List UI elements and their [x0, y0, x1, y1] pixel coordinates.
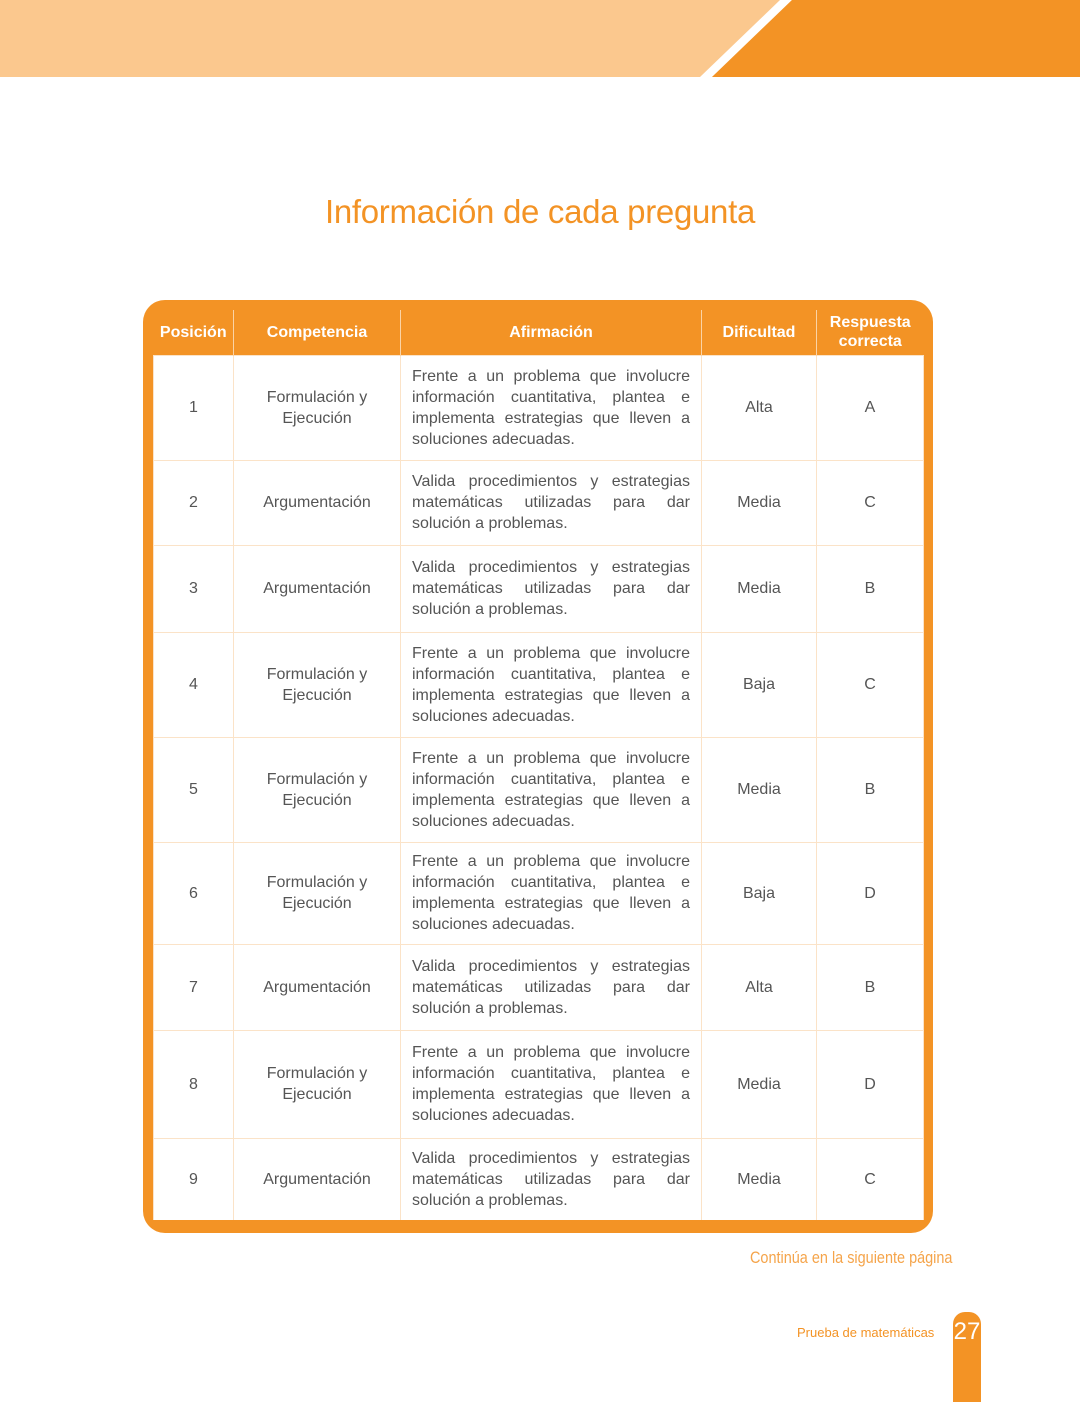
competencia-cell: Formulación y Ejecución — [234, 737, 401, 842]
afirmacion-cell: Frente a un problema que involucre información cuantitativa, plantea e implementa estrategias que lleven a soluciones adecuadas. — [401, 1030, 702, 1138]
respuesta-cell: C — [817, 460, 924, 545]
competencia-cell: Argumentación — [234, 545, 401, 632]
dificultad-cell: Baja — [702, 632, 817, 737]
position-cell: 8 — [154, 1030, 234, 1138]
position-cell: 1 — [154, 355, 234, 460]
afirmacion-cell: Valida procedimientos y estrategias matemáticas utilizadas para dar solución a problemas. — [401, 944, 702, 1030]
continue-note: Continúa en la siguiente página — [750, 1248, 953, 1267]
competencia-cell: Argumentación — [234, 944, 401, 1030]
dificultad-cell: Alta — [702, 355, 817, 460]
competencia-cell: Formulación y Ejecución — [234, 842, 401, 944]
competencia-cell: Formulación y Ejecución — [234, 1030, 401, 1138]
competencia-cell: Formulación y Ejecución — [234, 632, 401, 737]
dificultad-cell: Media — [702, 737, 817, 842]
page-title: Información de cada pregunta — [324, 193, 756, 230]
question-info-table — [143, 300, 933, 1233]
table-row — [154, 1138, 924, 1220]
afirmacion-cell: Frente a un problema que involucre información cuantitativa, plantea e implementa estrategias que lleven a soluciones adecuadas. — [401, 632, 702, 737]
afirmacion-cell: Frente a un problema que involucre información cuantitativa, plantea e implementa estrategias que lleven a soluciones adecuadas. — [401, 737, 702, 842]
respuesta-cell: B — [817, 545, 924, 632]
header-respuesta: Respuesta correcta — [817, 310, 924, 355]
table-row — [154, 460, 924, 545]
header-afirmacion: Afirmación — [401, 310, 702, 355]
position-cell: 3 — [154, 545, 234, 632]
afirmacion-cell: Frente a un problema que involucre información cuantitativa, plantea e implementa estrategias que lleven a soluciones adecuadas. — [401, 355, 702, 460]
position-cell: 4 — [154, 632, 234, 737]
table-row — [154, 632, 924, 737]
respuesta-cell: A — [817, 355, 924, 460]
dificultad-cell: Media — [702, 460, 817, 545]
respuesta-cell: B — [817, 737, 924, 842]
table-row — [154, 545, 924, 632]
respuesta-cell: C — [817, 1138, 924, 1220]
dificultad-cell: Media — [702, 1138, 817, 1220]
header-competencia: Competencia — [234, 310, 401, 355]
dificultad-cell: Alta — [702, 944, 817, 1030]
competencia-cell: Formulación y Ejecución — [234, 355, 401, 460]
competencia-cell: Argumentación — [234, 1138, 401, 1220]
table-row — [154, 737, 924, 842]
position-cell: 9 — [154, 1138, 234, 1220]
position-cell: 2 — [154, 460, 234, 545]
table-row — [154, 1030, 924, 1138]
position-cell: 6 — [154, 842, 234, 944]
respuesta-cell: B — [817, 944, 924, 1030]
header-posicion: Posición — [159, 323, 227, 341]
respuesta-cell: D — [817, 1030, 924, 1138]
dificultad-cell: Media — [702, 545, 817, 632]
dificultad-cell: Baja — [702, 842, 817, 944]
afirmacion-cell: Frente a un problema que involucre información cuantitativa, plantea e implementa estrategias que lleven a soluciones adecuadas. — [401, 842, 702, 944]
table-row — [154, 355, 924, 460]
competencia-cell: Argumentación — [234, 460, 401, 545]
table-row — [154, 842, 924, 944]
dificultad-cell: Media — [702, 1030, 817, 1138]
afirmacion-cell: Valida procedimientos y estrategias matemáticas utilizadas para dar solución a problemas. — [401, 460, 702, 545]
page-number: 27 — [953, 1312, 981, 1402]
header-dificultad: Dificultad — [702, 310, 817, 355]
position-cell: 5 — [154, 737, 234, 842]
table-row — [154, 944, 924, 1030]
afirmacion-cell: Valida procedimientos y estrategias matemáticas utilizadas para dar solución a problemas. — [401, 545, 702, 632]
respuesta-cell: D — [817, 842, 924, 944]
header-banner — [0, 0, 1080, 77]
footer-subject: Prueba de matemáticas — [797, 1325, 935, 1340]
respuesta-cell: C — [817, 632, 924, 737]
position-cell: 7 — [154, 944, 234, 1030]
afirmacion-cell: Valida procedimientos y estrategias matemáticas utilizadas para dar solución a problemas. — [401, 1138, 702, 1220]
